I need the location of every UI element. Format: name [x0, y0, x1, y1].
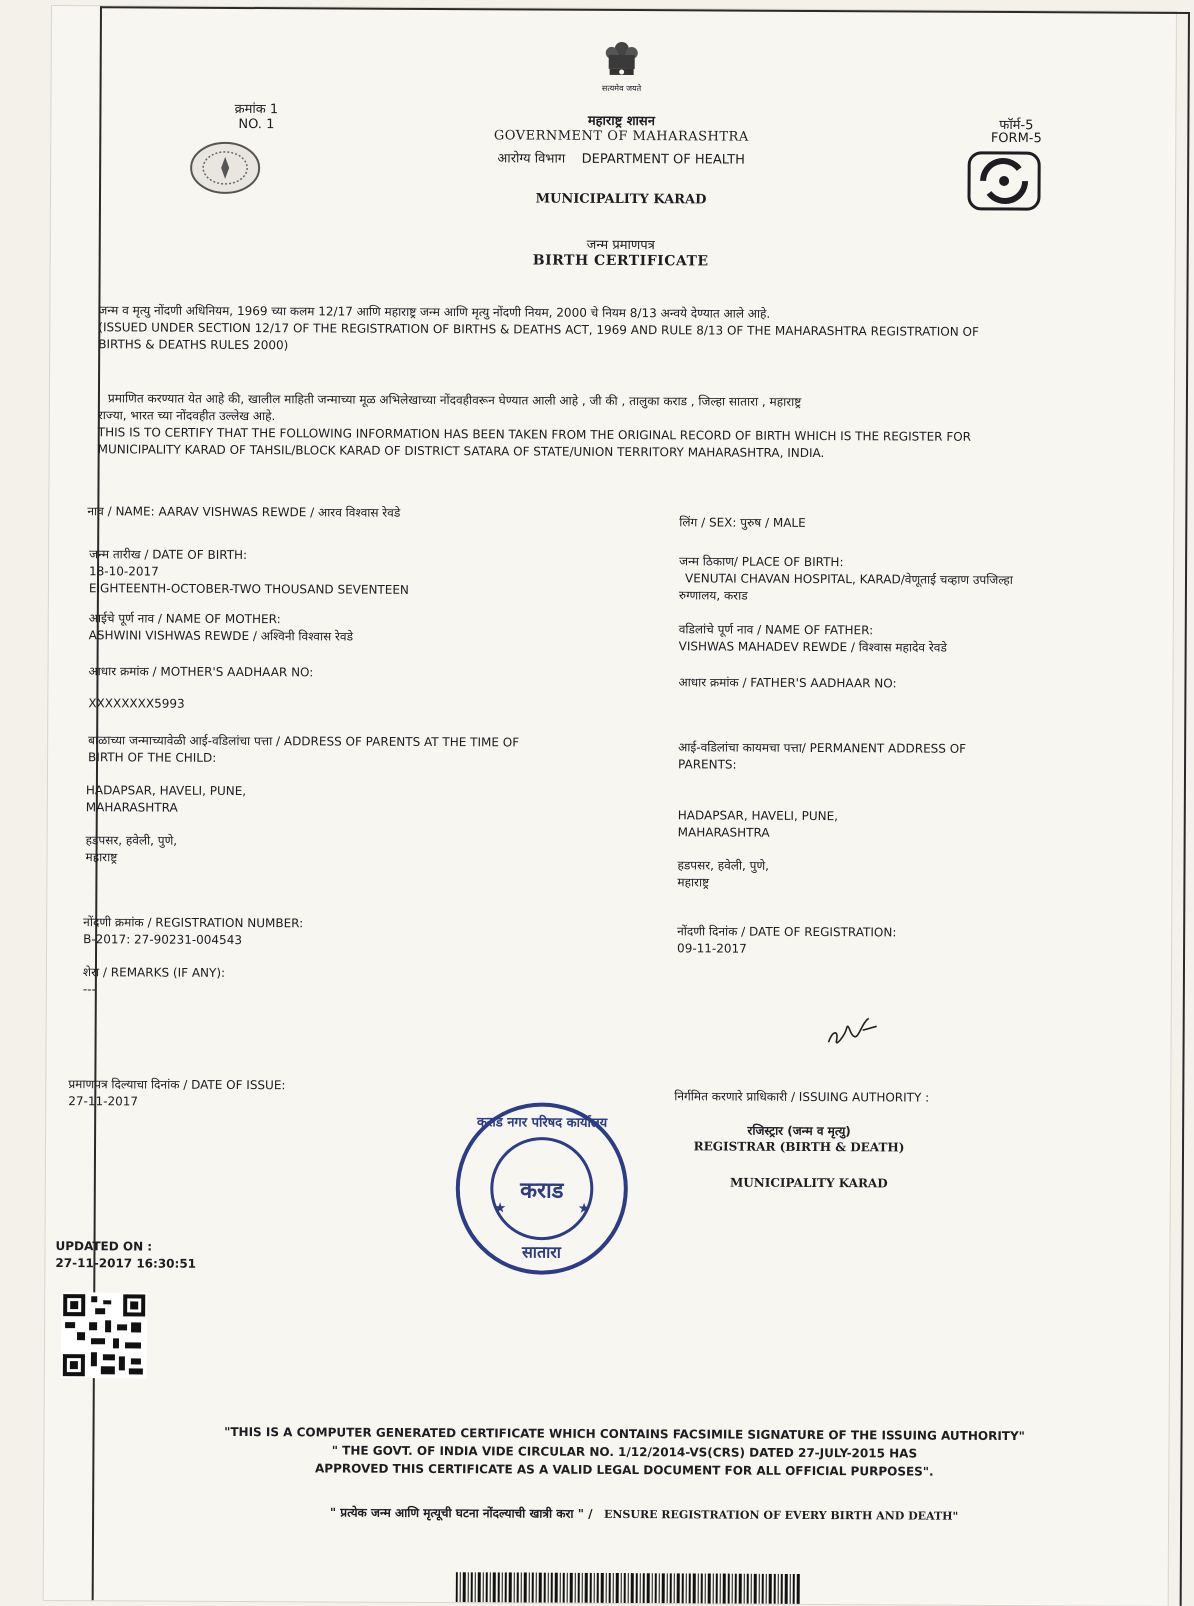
form-marathi: फॉर्म-5: [999, 117, 1034, 134]
dob-in-words: EIGHTEENTH-OCTOBER-TWO THOUSAND SEVENTEEN: [88, 581, 409, 597]
barcode-icon: [456, 1572, 802, 1604]
father-aadhaar-label: आधार क्रमांक / FATHER'S AADHAAR NO:: [678, 675, 897, 691]
address-at-birth-value: [86, 782, 646, 819]
sex-label: लिंग / SEX:: [679, 515, 737, 530]
permanent-address-en-line1: HADAPSAR, HAVELI, PUNE,: [677, 808, 839, 824]
father-name-value: VISHWAS MAHADEV REWDE / विश्वास महादेव रेवडे: [678, 639, 947, 655]
certification-block: [98, 390, 1138, 463]
certify-marathi-line1: प्रमाणित करण्यात येत आहे की, खालील माहिती जन्माच्या मूळ अभिलेखाच्या नोंदवहीवरून घेण्यात आली आहे , जी की , तालुका कराड , जिल्हा सातारा , महाराष्ट्र: [107, 391, 802, 409]
father-name-field: [679, 621, 1149, 657]
seal-ring-text: कराड नगर परिषद कार्यालय: [477, 1115, 608, 1131]
municipality-title: MUNICIPALITY KARAD: [535, 191, 707, 208]
certificate-title: BIRTH CERTIFICATE: [532, 252, 709, 270]
registration-number-value: B-2017: 27-90231-004543: [83, 932, 243, 948]
serial-marathi: क्रमांक 1: [234, 101, 279, 118]
date-of-birth-field: [89, 546, 649, 600]
name-value: AARAV VISHWAS REWDE / आरव विश्वास रेवडे: [158, 504, 401, 520]
registration-date-field: [677, 923, 1147, 959]
qr-code-icon: [61, 1292, 147, 1378]
address-at-birth-label-line2: BIRTH OF THE CHILD:: [88, 750, 217, 765]
address-at-birth-label: [88, 732, 668, 769]
registration-date-value: 09-11-2017: [677, 941, 747, 956]
municipal-seal-icon: [189, 141, 261, 195]
government-title: GOVERNMENT OF MAHARASHTRA: [493, 128, 749, 145]
place-of-birth-line1: VENUTAI CHAVAN HOSPITAL, KARAD/वेणूताई चव्हाण उपजिल्हा: [684, 571, 1013, 588]
mother-aadhaar-label: आधार क्रमांक / MOTHER'S AADHAAR NO:: [88, 664, 314, 680]
municipal-emblem: [189, 141, 261, 195]
updated-on-value: 27-11-2017 16:30:51: [55, 1256, 197, 1271]
permanent-address-label-line2: PARENTS:: [678, 757, 737, 772]
department-marathi: आरोग्य विभाग: [497, 151, 566, 167]
page-border-top: [100, 6, 1190, 14]
authority-municipality: MUNICIPALITY KARAD: [729, 1175, 888, 1191]
remarks-value: ---: [82, 982, 96, 997]
address-at-birth-marathi: [85, 832, 645, 869]
mother-name-label: आईचे पूर्ण नाव / NAME OF MOTHER:: [88, 611, 281, 627]
address-at-birth-mr-line2: महाराष्ट्र: [85, 850, 118, 865]
permanent-address-mr-line2: महाराष्ट्र: [677, 875, 710, 890]
remarks-label: शेरा / REMARKS (IF ANY):: [82, 965, 226, 980]
issued-under-line2: BIRTHS & DEATHS RULES 2000): [98, 337, 289, 353]
municipal-council-seal: [453, 1100, 630, 1277]
father-name-label: वडिलांचे पूर्ण नाव / NAME OF FATHER:: [678, 622, 874, 638]
seal-bottom-text: सातारा: [521, 1242, 561, 1262]
svg-text:★: ★: [577, 1200, 591, 1217]
date-of-issue-value: 27-11-2017: [68, 1094, 139, 1109]
registration-date-label: नोंदणी दिनांक / DATE OF REGISTRATION:: [677, 924, 897, 940]
issuing-authority-label: निर्गमित करणारे प्राधिकारी / ISSUING AUTHORITY :: [674, 1089, 930, 1105]
svg-text:★: ★: [493, 1200, 507, 1217]
footer-slogan: [144, 1503, 1144, 1525]
issued-under-block: [98, 302, 1138, 358]
mother-name-field: [89, 610, 649, 647]
sex-value: पुरुष / MALE: [740, 515, 806, 530]
issued-under-line1: (ISSUED UNDER SECTION 12/17 OF THE REGISTRATION OF BIRTHS & DEATHS ACT, 1969 AND RULE 8/13 OF THE MAHARASHTRA REGISTRATION OF: [98, 320, 979, 339]
mother-name-value: ASHWINI VISHWAS REWDE / अश्विनी विश्वास रेवडे: [88, 628, 354, 644]
place-of-birth-field: [679, 553, 1149, 606]
government-marathi: महाराष्ट्र शासन: [587, 113, 655, 130]
certificate-page: [44, 6, 1176, 1606]
permanent-address-label-line1: आई-वडिलांचा कायमचा पत्ता/ PERMANENT ADDRESS OF: [678, 740, 967, 756]
national-emblem: [582, 35, 662, 95]
serial-number: NO. 1: [238, 116, 275, 133]
certify-line1: THIS IS TO CERTIFY THAT THE FOLLOWING INFORMATION HAS BEEN TAKEN FROM THE ORIGINAL RECORD OF BIRTH WHICH IS THE REGISTER FOR: [97, 425, 972, 444]
mother-aadhaar-value: XXXXXXXX5993: [88, 696, 185, 711]
footer-disclaimer: [104, 1422, 1144, 1481]
address-at-birth-en-line1: HADAPSAR, HAVELI, PUNE,: [85, 783, 247, 799]
place-of-birth-label: जन्म ठिकाण/ PLACE OF BIRTH:: [679, 554, 844, 570]
place-of-birth-line2: रुग्णालय, कराड: [678, 588, 748, 603]
emblem-caption: सत्यमेव जयते: [601, 83, 642, 94]
ashoka-emblem-icon: [582, 35, 662, 85]
department-title: DEPARTMENT OF HEALTH: [581, 151, 746, 168]
permanent-address-marathi: [677, 857, 1147, 893]
health-logo-icon: [967, 151, 1041, 211]
seal-center-text: कराड: [520, 1178, 564, 1204]
footer-line1: "THIS IS A COMPUTER GENERATED CERTIFICATE WHICH CONTAINS FACSIMILE SIGNATURE OF THE ISSUING AUTHORITY": [224, 1424, 1025, 1444]
page-border-right: [1180, 12, 1190, 1606]
permanent-address-en-line2: MAHARASHTRA: [677, 825, 770, 840]
registration-number-field: [83, 914, 643, 951]
registration-number-label: नोंदणी क्रमांक / REGISTRATION NUMBER:: [83, 915, 304, 931]
form-number: FORM-5: [990, 130, 1042, 147]
footer-line3: APPROVED THIS CERTIFICATE AS A VALID LEGAL DOCUMENT FOR ALL OFFICIAL PURPOSES".: [314, 1461, 934, 1479]
issued-under-marathi: जन्म व मृत्यु नोंदणी अधिनियम, 1969 च्या कलम 12/17 आणि महाराष्ट्र जन्म आणि मृत्यु नोंदणी नियम, 2000 चे नियम 8/13 अन्वये देण्यात आले आहे.: [98, 303, 771, 321]
slogan-marathi: " प्रत्येक जन्म आणि मृत्यूची घटना नोंदल्याची खात्री करा " /: [329, 1505, 593, 1521]
address-at-birth-label-line1: बाळाच्या जन्माच्यावेळी आई-वडिलांचा पत्ता / ADDRESS OF PARENTS AT THE TIME OF: [88, 733, 520, 750]
permanent-address-mr-line1: हडपसर, हवेली, पुणे,: [677, 858, 770, 873]
department-line: [421, 148, 821, 168]
footer-line2: " THE GOVT. OF INDIA VIDE CIRCULAR NO. 1/12/2014-VS(CRS) DATED 27-JULY-2015 HAS: [331, 1443, 918, 1461]
registrar-signature-icon: [823, 1012, 883, 1052]
name-label: नाव / NAME:: [87, 504, 155, 519]
date-of-issue-label: प्रमाणपत्र दिल्याचा दिनांक / DATE OF ISSUE:: [68, 1077, 286, 1093]
registrar-title: REGISTRAR (BIRTH & DEATH): [693, 1139, 905, 1155]
permanent-address-label: [678, 739, 1148, 775]
dob-value: 18-10-2017: [89, 564, 159, 579]
certify-marathi-line2: राज्या, भारत च्या नोंदवहीत उल्लेख आहे.: [97, 408, 276, 424]
permanent-address-value: [678, 807, 1148, 843]
certificate-title-marathi: जन्म प्रमाणपत्र: [586, 237, 655, 254]
updated-on-field: [55, 1238, 355, 1274]
certify-line2: MUNICIPALITY KARAD OF TAHSIL/BLOCK KARAD OF DISTRICT SATARA OF STATE/UNION TERRITORY MAHARASHTRA, INDIA.: [97, 442, 825, 461]
sex-field: [679, 513, 1139, 532]
name-field: [87, 502, 647, 522]
updated-on-label: UPDATED ON :: [55, 1239, 153, 1254]
slogan-english: ENSURE REGISTRATION OF EVERY BIRTH AND DEATH": [603, 1507, 959, 1523]
form-logo: [967, 151, 1041, 211]
registrar-marathi: रजिस्ट्रार (जन्म व मृत्यु): [747, 1123, 851, 1139]
address-at-birth-en-line2: MAHARASHTRA: [85, 800, 178, 815]
address-at-birth-mr-line1: हडपसर, हवेली, पुणे,: [85, 833, 178, 848]
remarks-field: [83, 964, 643, 1001]
dob-label: जन्म तारीख / DATE OF BIRTH:: [89, 547, 248, 563]
